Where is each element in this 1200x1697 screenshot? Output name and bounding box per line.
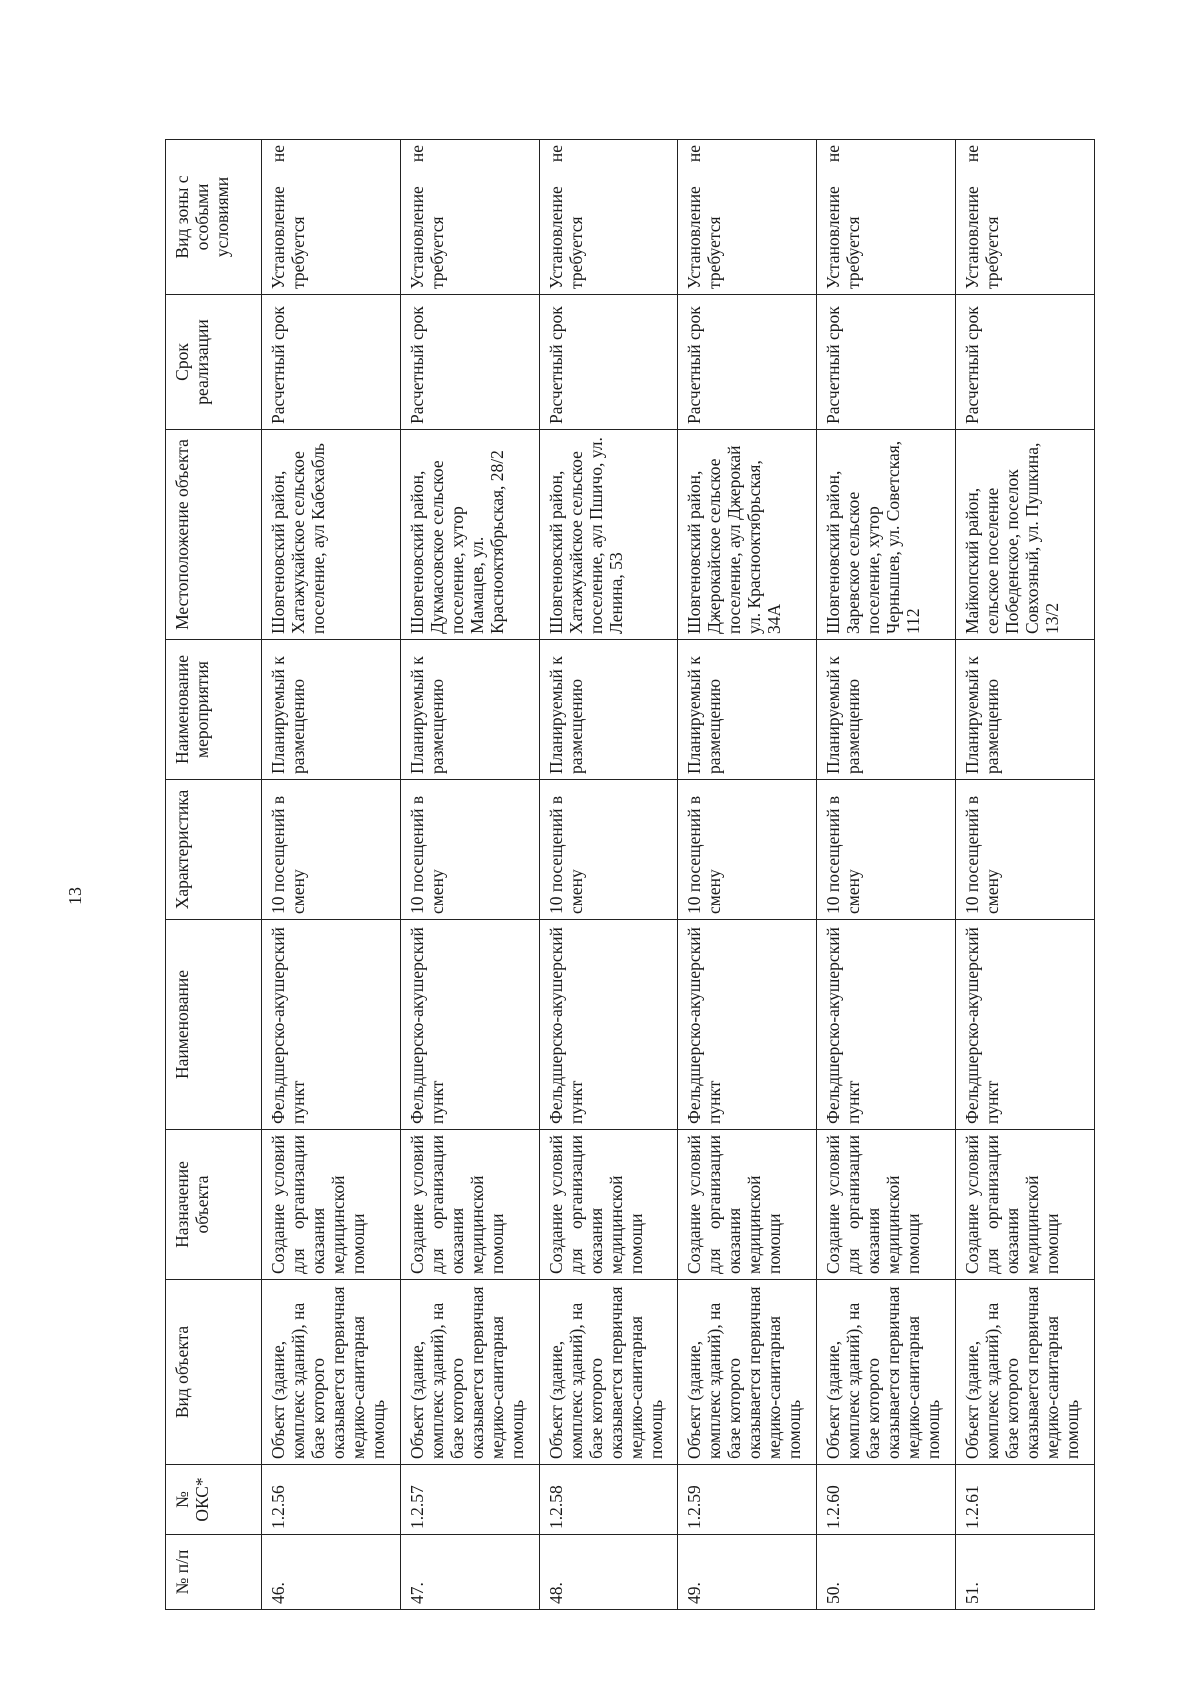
cell-characteristic: 10 посещений в смену	[817, 780, 956, 920]
header-purpose: Назначение объекта	[166, 1130, 262, 1280]
cell-num: 50.	[817, 1535, 956, 1610]
page-number: 13	[65, 887, 85, 905]
cell-type: Объект (здание, комплекс зданий), на базе которого оказывается первичная медико-санитарная помощь	[262, 1280, 401, 1465]
cell-type: Объект (здание, комплекс зданий), на базе которого оказывается первичная медико-санитарная помощь	[817, 1280, 956, 1465]
header-zone: Вид зоны с особыми условиями	[166, 140, 262, 295]
cell-zone: Установление не требуется	[262, 140, 401, 295]
table-row	[956, 140, 1095, 1610]
cell-num: 46.	[262, 1535, 401, 1610]
cell-event: Планируемый к размещению	[400, 640, 539, 780]
cell-type: Объект (здание, комплекс зданий), на базе которого оказывается первичная медико-санитарная помощь	[539, 1280, 678, 1465]
cell-name: Фельдшерско-акушерский пункт	[817, 920, 956, 1130]
cell-deadline: Расчетный срок	[678, 295, 817, 430]
header-event: Наименование мероприятия	[166, 640, 262, 780]
table-row	[678, 140, 817, 1610]
cell-purpose: Создание условий для организации оказания медицинской помощи	[539, 1130, 678, 1280]
cell-location: Шовгеновский район, Джерокайское сельское поселение, аул Джерокай ул. Краснооктябрьская, 34А	[678, 430, 817, 640]
header-type: Вид объекта	[166, 1280, 262, 1465]
header-row	[166, 140, 262, 1610]
table-row	[539, 140, 678, 1610]
cell-purpose: Создание условий для организации оказания медицинской помощи	[678, 1130, 817, 1280]
cell-zone: Установление не требуется	[817, 140, 956, 295]
cell-name: Фельдшерско-акушерский пункт	[956, 920, 1095, 1130]
cell-name: Фельдшерско-акушерский пункт	[262, 920, 401, 1130]
rotated-table-wrapper	[165, 140, 1095, 1610]
cell-zone: Установление не требуется	[678, 140, 817, 295]
table-row	[400, 140, 539, 1610]
cell-name: Фельдшерско-акушерский пункт	[539, 920, 678, 1130]
objects-table	[165, 139, 1095, 1610]
cell-oks: 1.2.58	[539, 1465, 678, 1535]
header-name: Наименование	[166, 920, 262, 1130]
header-characteristic: Характеристика	[166, 780, 262, 920]
cell-deadline: Расчетный срок	[817, 295, 956, 430]
cell-deadline: Расчетный срок	[956, 295, 1095, 430]
cell-purpose: Создание условий для организации оказания медицинской помощи	[817, 1130, 956, 1280]
cell-location: Шовгеновский район, Заревское сельское поселение, хутор Чернышев, ул. Советская, 112	[817, 430, 956, 640]
cell-type: Объект (здание, комплекс зданий), на базе которого оказывается первичная медико-санитарная помощь	[678, 1280, 817, 1465]
cell-oks: 1.2.56	[262, 1465, 401, 1535]
cell-num: 51.	[956, 1535, 1095, 1610]
cell-purpose: Создание условий для организации оказания медицинской помощи	[400, 1130, 539, 1280]
table-row	[262, 140, 401, 1610]
cell-zone: Установление не требуется	[539, 140, 678, 295]
cell-event: Планируемый к размещению	[956, 640, 1095, 780]
cell-oks: 1.2.59	[678, 1465, 817, 1535]
cell-event: Планируемый к размещению	[678, 640, 817, 780]
cell-type: Объект (здание, комплекс зданий), на базе которого оказывается первичная медико-санитарная помощь	[400, 1280, 539, 1465]
cell-zone: Установление не требуется	[956, 140, 1095, 295]
header-oks: № ОКС*	[166, 1465, 262, 1535]
cell-event: Планируемый к размещению	[539, 640, 678, 780]
header-location: Местоположение объекта	[166, 430, 262, 640]
cell-event: Планируемый к размещению	[817, 640, 956, 780]
cell-num: 47.	[400, 1535, 539, 1610]
cell-location: Шовгеновский район, Дукмасовское сельское поселение, хутор Мамацев, ул. Краснооктябрьская, 28/2	[400, 430, 539, 640]
cell-deadline: Расчетный срок	[400, 295, 539, 430]
header-num: № п/п	[166, 1535, 262, 1610]
cell-num: 48.	[539, 1535, 678, 1610]
cell-characteristic: 10 посещений в смену	[539, 780, 678, 920]
cell-event: Планируемый к размещению	[262, 640, 401, 780]
cell-location: Шовгеновский район, Хатажукайское сельское поселение, аул Пшичо, ул. Ленина, 53	[539, 430, 678, 640]
cell-location: Майкопский район, сельское поселение Победенское, поселок Совхозный, ул. Пушкина, 13/2	[956, 430, 1095, 640]
cell-name: Фельдшерско-акушерский пункт	[678, 920, 817, 1130]
cell-location: Шовгеновский район, Хатажукайское сельское поселение, аул Кабехабль	[262, 430, 401, 640]
cell-characteristic: 10 посещений в смену	[262, 780, 401, 920]
cell-characteristic: 10 посещений в смену	[400, 780, 539, 920]
cell-num: 49.	[678, 1535, 817, 1610]
header-deadline: Срок реализации	[166, 295, 262, 430]
cell-deadline: Расчетный срок	[539, 295, 678, 430]
cell-oks: 1.2.57	[400, 1465, 539, 1535]
cell-type: Объект (здание, комплекс зданий), на базе которого оказывается первичная медико-санитарная помощь	[956, 1280, 1095, 1465]
cell-oks: 1.2.60	[817, 1465, 956, 1535]
cell-characteristic: 10 посещений в смену	[956, 780, 1095, 920]
cell-zone: Установление не требуется	[400, 140, 539, 295]
cell-characteristic: 10 посещений в смену	[678, 780, 817, 920]
cell-deadline: Расчетный срок	[262, 295, 401, 430]
cell-oks: 1.2.61	[956, 1465, 1095, 1535]
table-row	[817, 140, 956, 1610]
cell-purpose: Создание условий для организации оказания медицинской помощи	[956, 1130, 1095, 1280]
cell-purpose: Создание условий для организации оказания медицинской помощи	[262, 1130, 401, 1280]
cell-name: Фельдшерско-акушерский пункт	[400, 920, 539, 1130]
